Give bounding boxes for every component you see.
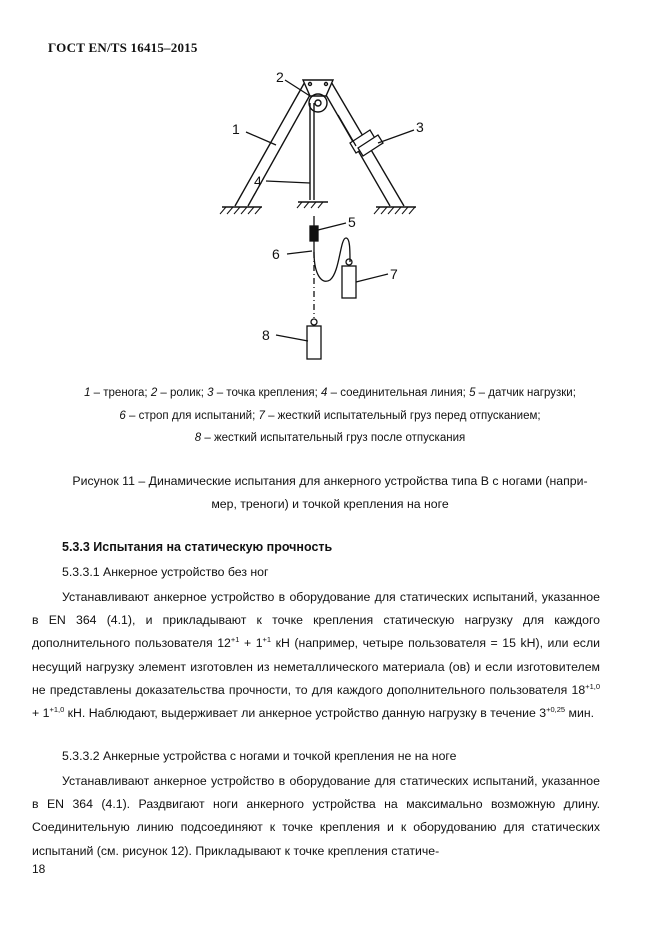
legend-text: – жесткий испытательный груз перед отпусканием; <box>264 409 541 422</box>
rigid-test-weight-before <box>342 266 356 298</box>
subsection-title-2: 5.3.3.2 Анкерные устройства с ногами и точкой крепления не на ноге <box>62 749 457 763</box>
hatch <box>318 202 323 208</box>
superscript: +1,0 <box>49 704 65 714</box>
document-header: ГОСТ EN/TS 16415–2015 <box>48 40 198 55</box>
legend-key: 1 <box>84 387 91 399</box>
hatch <box>311 202 316 208</box>
leader-7 <box>356 274 388 282</box>
legend-key: 7 <box>258 409 265 422</box>
hatch <box>381 207 387 214</box>
rigid-test-weight-after <box>307 326 321 359</box>
caption-line-1: Рисунок 11 – Динамические испытания для анкерного устройства типа B с ногами (напри- <box>72 474 588 488</box>
superscript: +1,0 <box>585 681 600 691</box>
legend-key: 3 <box>207 387 214 399</box>
figure-label-8: 8 <box>262 327 270 343</box>
subsection-title-1: 5.3.3.1 Анкерное устройство без ног <box>62 565 269 579</box>
para1-text: + 1 <box>239 636 263 651</box>
figure-label-6: 6 <box>272 246 280 262</box>
hatch <box>304 202 309 208</box>
leader-8 <box>276 335 308 341</box>
hatch <box>227 207 233 214</box>
legend-text: – соединительная линия; <box>327 387 470 399</box>
para1-text: кН. Наблюдают, выдерживает ли анкерное устройство данную нагрузку в течение 3 <box>64 706 547 721</box>
paragraph-1 <box>32 586 600 725</box>
figure-legend <box>40 382 620 450</box>
superscript: +1 <box>230 635 240 645</box>
legend-text: – датчик нагрузки; <box>475 387 576 399</box>
hatch <box>395 207 401 214</box>
leader-5 <box>318 223 346 230</box>
legend-key: 2 <box>150 387 158 399</box>
leader-6 <box>287 251 312 254</box>
legend-text: – тренога; <box>90 387 151 399</box>
para1-text: Устанавливают анкерное устройство в оборудование для статических испытаний, указанное в EN 364 (4.1), и прикладывают к точке крепления статическую нагрузку для каждого дополнительного пользователя 12 <box>32 590 600 651</box>
figure-label-7: 7 <box>390 266 398 282</box>
tripod-test-figure <box>0 0 661 380</box>
leader-3 <box>378 130 414 143</box>
legend-key: 8 <box>194 432 202 444</box>
hatch <box>297 202 302 208</box>
load-cell <box>310 226 318 241</box>
legend-line-1 <box>40 382 620 405</box>
hatch <box>409 207 415 214</box>
superscript: +1 <box>262 635 272 645</box>
para1-text: + 1 <box>32 706 50 721</box>
pulley-inner <box>315 100 321 106</box>
legend-text: – точка крепления; <box>213 387 321 399</box>
legend-line-3 <box>40 427 620 450</box>
hatch <box>234 207 240 214</box>
legend-text: – жесткий испытательный груз после отпускания <box>201 432 466 444</box>
legend-key: 5 <box>469 387 476 399</box>
hatch <box>255 207 261 214</box>
figure-label-2: 2 <box>276 69 284 85</box>
legend-text: – ролик; <box>157 387 208 399</box>
leader-4 <box>266 181 310 183</box>
paragraph-2: Устанавливают анкерное устройство в оборудование для статических испытаний, указанное в EN 364 (4.1). Раздвигают ноги анкерного устройства на максимально возможную длину. Соединительную линию подсоединяют к точке крепления и к оборудованию для статических испытаний (см. рисунок 12). Прикладывают к точке крепления статиче- <box>32 774 600 858</box>
weight-8-hook <box>311 319 317 325</box>
hatch <box>388 207 394 214</box>
figure-label-3: 3 <box>416 119 424 135</box>
para1-text: кН (например, четыре пользователя = 15 kH), или если несущий нагрузку элемент изготовлен из неметаллического материала (ов) и если изготовителем не представлены доказательства прочности, то для каждого дополнительного пользователя 18 <box>32 636 600 697</box>
superscript: +0,25 <box>546 704 566 714</box>
legend-key: 6 <box>119 409 126 422</box>
hatch <box>248 207 254 214</box>
legend-key: 4 <box>321 387 328 399</box>
hatch <box>402 207 408 214</box>
figure-label-5: 5 <box>348 214 356 230</box>
page-number: 18 <box>32 862 46 876</box>
weight-7-hook <box>346 259 352 265</box>
caption-line-2: мер, треноги) и точкой крепления на ноге <box>211 497 449 511</box>
hatch <box>374 207 380 214</box>
leader-1 <box>246 132 276 145</box>
legend-line-2 <box>40 405 620 428</box>
legend-text: – строп для испытаний; <box>125 409 259 422</box>
figure-label-4: 4 <box>254 173 262 189</box>
section-title: 5.3.3 Испытания на статическую прочность <box>62 540 333 554</box>
figure-caption <box>32 470 628 516</box>
para1-text: мин. <box>565 706 595 721</box>
hatch <box>220 207 226 214</box>
figure-label-1: 1 <box>232 121 240 137</box>
hatch <box>241 207 247 214</box>
